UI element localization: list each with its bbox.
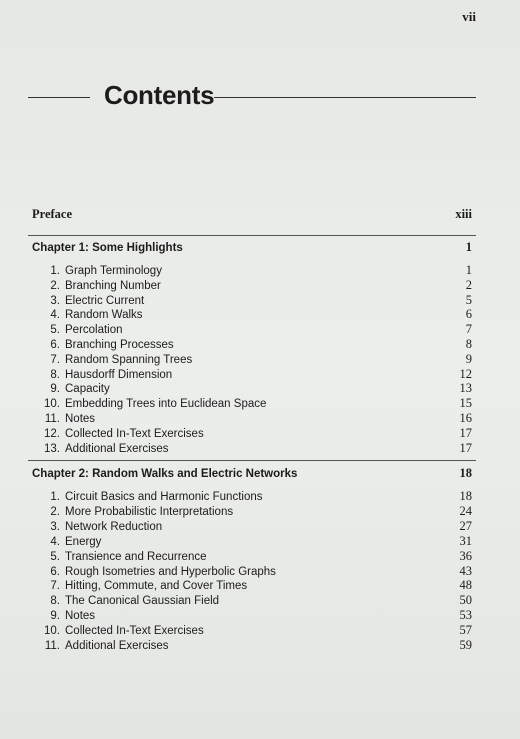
toc-section-label: Collected In-Text Exercises — [65, 625, 204, 638]
toc-section-number: 4. — [50, 535, 60, 548]
toc-section-page: 5 — [465, 292, 472, 307]
toc-section-entry[interactable] — [44, 440, 472, 457]
toc-section-label: Hitting, Commute, and Cover Times — [65, 580, 248, 593]
toc-section-number: 10. — [44, 398, 60, 411]
toc-section-label: Random Walks — [65, 309, 143, 322]
toc-section-number: 11. — [44, 413, 60, 425]
toc-section-label: Network Reduction — [65, 520, 163, 533]
toc-section-page: 8 — [465, 337, 472, 351]
toc-section-label: Branching Number — [65, 279, 161, 292]
toc-entry-label: Preface — [32, 207, 73, 221]
toc-section-number: 5. — [50, 550, 60, 563]
toc-section-label: Hausdorff Dimension — [65, 368, 173, 381]
title-rule-right — [214, 97, 476, 98]
toc-entry-page: xiii — [455, 207, 472, 221]
toc-section-number: 4. — [50, 309, 60, 322]
toc-section-label: Circuit Basics and Harmonic Functions — [65, 491, 263, 503]
toc-section-page: 57 — [459, 623, 472, 638]
toc-section-number: 6. — [50, 565, 60, 578]
toc-section-page: 53 — [459, 608, 472, 623]
toc-section-number: 6. — [50, 339, 60, 351]
toc-section-label: Electric Current — [65, 294, 145, 307]
toc-section-page: 17 — [459, 440, 472, 455]
toc-section-label: Capacity — [65, 383, 110, 396]
toc-section-label: Notes — [65, 610, 96, 623]
toc-section-entry[interactable] — [44, 637, 472, 654]
toc-section-label: Rough Isometries and Hyperbolic Graphs — [65, 565, 276, 578]
toc-section-label: The Canonical Gaussian Field — [65, 595, 220, 608]
toc-chapter-page: 18 — [459, 466, 472, 480]
toc-section-number: 13. — [44, 442, 60, 455]
page-number: vii — [462, 9, 476, 24]
toc-section-page: 13 — [459, 381, 472, 396]
title-rule-left — [28, 97, 90, 98]
toc-section-page: 17 — [459, 425, 472, 440]
toc-chapter-1[interactable] — [32, 239, 472, 256]
toc-chapter-page: 1 — [465, 240, 472, 254]
toc-section-page: 43 — [459, 563, 472, 578]
chapter-divider — [28, 235, 476, 236]
toc-section-page: 2 — [465, 277, 472, 292]
toc-section-page: 6 — [465, 307, 472, 322]
toc-chapter-title: Chapter 2: Random Walks and Electric Networks — [32, 468, 298, 480]
toc-section-label: Embedding Trees into Euclidean Space — [65, 398, 267, 411]
toc-section-number: 7. — [50, 353, 60, 366]
toc-section-page: 59 — [459, 638, 472, 652]
toc-section-number: 8. — [50, 595, 60, 608]
toc-section-label: Collected In-Text Exercises — [65, 427, 204, 440]
toc-chapter-title: Chapter 1: Some Highlights — [32, 242, 183, 254]
toc-section-page: 18 — [459, 489, 472, 503]
toc-section-page: 31 — [459, 533, 472, 548]
toc-section-page: 27 — [459, 518, 472, 533]
contents-title: Contents — [104, 80, 215, 110]
toc-section-page: 12 — [459, 366, 472, 381]
toc-section-label: Branching Processes — [65, 339, 174, 351]
toc-section-page: 15 — [459, 396, 472, 411]
toc-section-page: 9 — [465, 351, 472, 366]
toc-section-text — [44, 441, 169, 457]
toc-section-label: More Probabilistic Interpretations — [65, 505, 234, 518]
toc-section-page: 50 — [459, 593, 472, 608]
toc-section-number: 9. — [50, 610, 60, 623]
toc-section-number: 8. — [50, 368, 60, 381]
toc-section-label: Additional Exercises — [65, 442, 169, 455]
toc-section-text — [44, 638, 169, 654]
toc-entry-preface[interactable] — [32, 206, 472, 222]
toc-section-page: 24 — [459, 503, 472, 518]
toc-section-number: 7. — [50, 580, 60, 593]
toc-section-label: Notes — [65, 413, 96, 425]
toc-section-label: Percolation — [65, 324, 123, 337]
toc-section-number: 9. — [50, 383, 60, 396]
chapter-divider — [28, 460, 476, 461]
toc-section-number: 3. — [50, 520, 60, 533]
toc-section-label: Transience and Recurrence — [65, 550, 207, 563]
toc-section-page: 16 — [459, 411, 472, 425]
toc-section-label: Graph Terminology — [65, 265, 162, 277]
toc-section-number: 1. — [50, 265, 60, 277]
toc-section-number: 3. — [50, 294, 60, 307]
toc-section-page: 7 — [465, 322, 472, 337]
toc-section-label: Random Spanning Trees — [65, 353, 193, 366]
toc-section-number: 12. — [44, 427, 60, 440]
toc-section-label: Energy — [65, 535, 102, 548]
toc-section-number: 11. — [44, 640, 60, 652]
toc-section-number: 10. — [44, 625, 60, 638]
toc-section-number: 2. — [50, 279, 60, 292]
toc-section-page: 36 — [459, 548, 472, 563]
toc-section-page: 1 — [465, 263, 472, 277]
toc-section-number: 1. — [50, 491, 60, 503]
toc-section-number: 5. — [50, 324, 60, 337]
toc-section-page: 48 — [459, 578, 472, 593]
toc-chapter-2[interactable] — [32, 465, 472, 482]
toc-section-label: Additional Exercises — [65, 640, 169, 652]
toc-section-number: 2. — [50, 505, 60, 518]
